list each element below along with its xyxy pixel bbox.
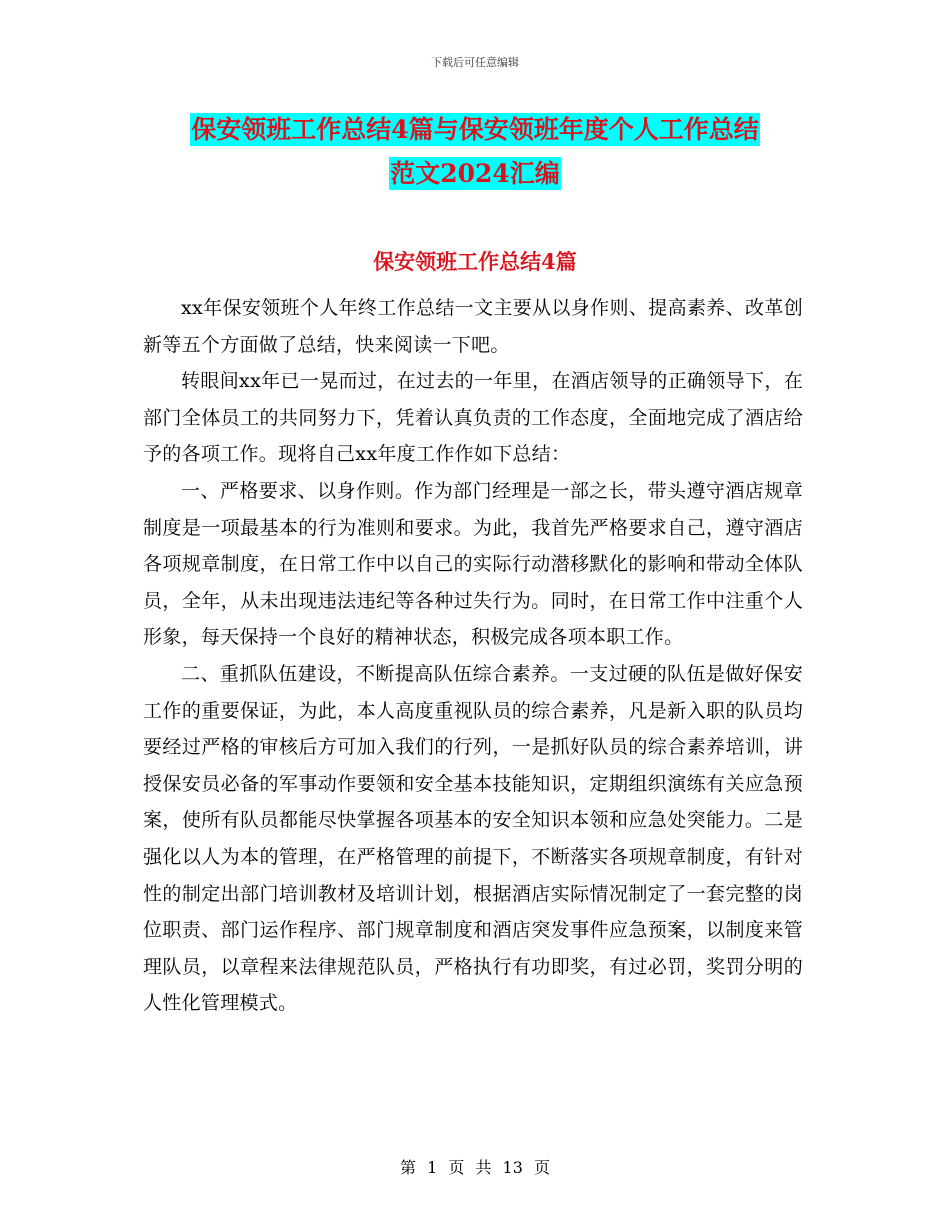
paragraph-intro: xx年保安领班个人年终工作总结一文主要从以身作则、提高素养、改革创新等五个方面做了总结，快来阅读一下吧。 xyxy=(143,297,803,356)
section-title: 保安领班工作总结4篇 xyxy=(373,249,577,274)
title-highlight-1: 保安领班工作总结4篇与保安领班年度个人工作总结 xyxy=(191,115,759,144)
title-highlight-2: 范文2024汇编 xyxy=(390,159,560,188)
paragraph-point-2: 二、重抓队伍建设，不断提高队伍综合素养。一支过硬的队伍是做好保安工作的重要保证，为此，本人高度重视队员的综合素养，凡是新入职的队员均要经过严格的审核后方可加入我们的行列，一是抓好队员的综合素养培训，讲授保安员必备的军事动作要领和安全基本技能知识，定期组织演练有关应急预案，使所有队员都能尽快掌握各项基本的安全知识本领和应急处突能力。二是强化以人为本的管理，在严格管理的前提下，不断落实各项规章制度，有针对性的制定出部门培训教材及培训计划，根据酒店实际情况制定了一套完整的岗位职责、部门运作程序、部门规章制度和酒店突发事件应急预案，以制度来管理队员，以章程来法律规范队员，严格执行有功即奖，有过必罚，奖罚分明的人性化管理模式。 xyxy=(143,662,803,1015)
paragraph-overview: 转眼间xx年已一晃而过，在过去的一年里，在酒店领导的正确领导下，在部门全体员工的共同努力下，凭着认真负责的工作态度，全面地完成了酒店给予的各项工作。现将自己xx年度工作作如下总结： xyxy=(143,370,803,466)
document-title-line-2 xyxy=(0,157,950,191)
header-note: 下载后可任意编辑 xyxy=(431,56,519,69)
document-title-line-1 xyxy=(0,113,950,147)
body-text xyxy=(143,290,803,1022)
page-number-footer: 第 1 页 共 13 页 xyxy=(400,1158,550,1177)
paragraph-point-1: 一、严格要求、以身作则。作为部门经理是一部之长，带头遵守酒店规章制度是一项最基本的行为准则和要求。为此，我首先严格要求自己，遵守酒店各项规章制度，在日常工作中以自己的实际行动潜移默化的影响和带动全体队员，全年，从未出现违法违纪等各种过失行为。同时，在日常工作中注重个人形象，每天保持一个良好的精神状态，积极完成各项本职工作。 xyxy=(143,479,803,649)
